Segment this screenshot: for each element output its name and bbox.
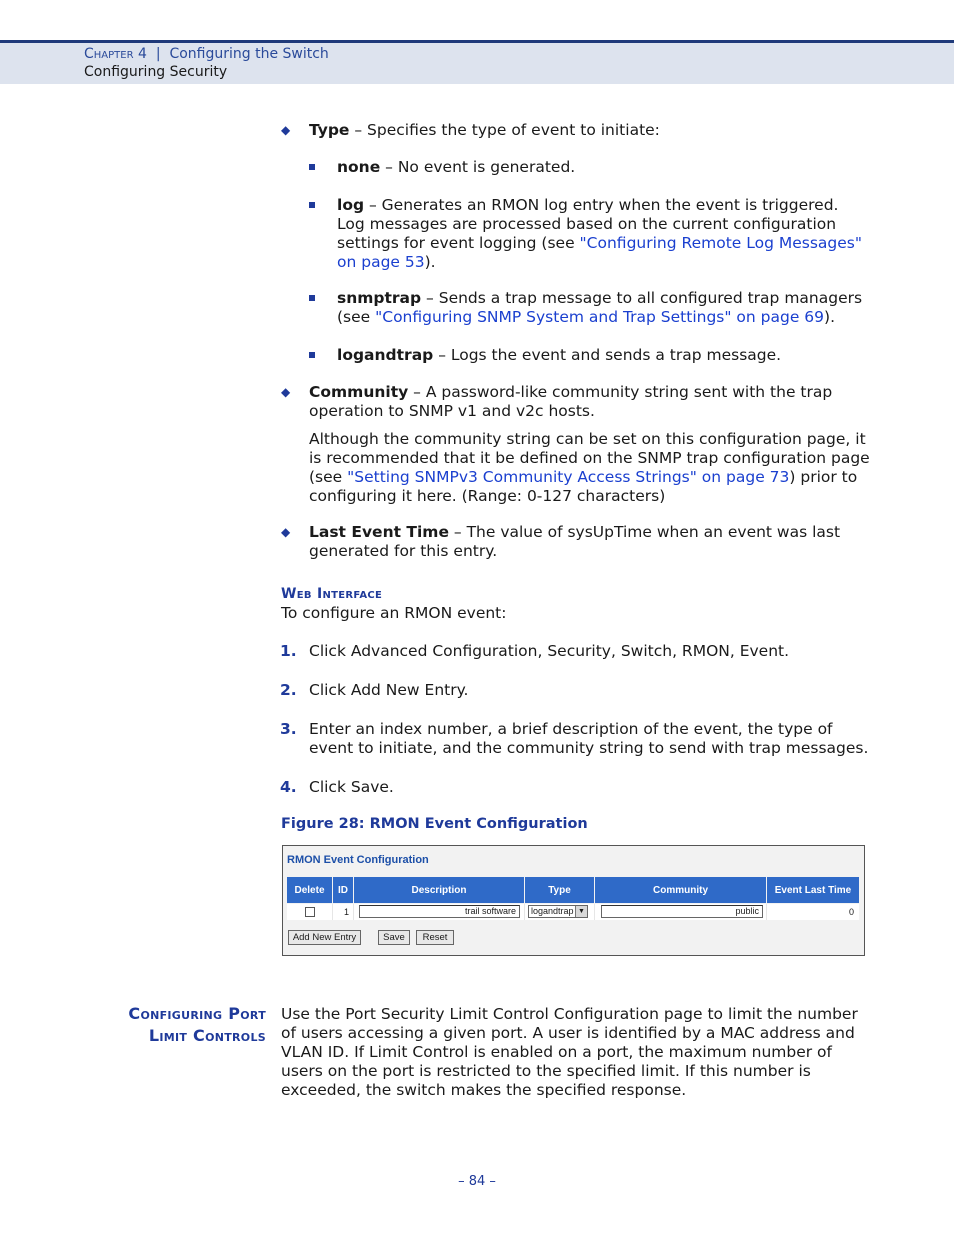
snmpv3-community-link[interactable]: "Setting SNMPv3 Community Access Strings" on page 73 <box>347 468 790 486</box>
save-button[interactable]: Save <box>378 930 410 945</box>
last-event-term: Last Event Time <box>309 523 449 541</box>
step-text-line1: Enter an index number, a brief description of the event, the type of <box>309 720 833 738</box>
option-logandtrap <box>337 346 781 365</box>
step-number: 1. <box>280 642 297 660</box>
step-number: 4. <box>280 778 297 796</box>
id-cell: 1 <box>333 904 354 920</box>
snmptrap-term: snmptrap <box>337 289 422 307</box>
chapter-title: Configuring the Switch <box>169 46 329 62</box>
section-title-line1: Configuring Port <box>128 1004 266 1023</box>
diamond-bullet-icon: ◆ <box>281 385 291 399</box>
community-item <box>309 383 832 421</box>
paragraph-line: users on the port is restricted to the specified limit. If this number is <box>281 1062 811 1080</box>
step-text <box>309 720 868 758</box>
remote-log-link[interactable]: "Configuring Remote Log Messages" <box>579 234 862 252</box>
option-log <box>337 196 862 272</box>
square-bullet-icon <box>309 295 315 301</box>
column-header-community: Community <box>595 877 767 903</box>
community-note-line3-post: ) prior to <box>789 468 858 486</box>
diamond-bullet-icon: ◆ <box>281 525 291 539</box>
web-interface-intro: To configure an RMON event: <box>281 604 507 622</box>
step-text: Click Advanced Configuration, Security, Switch, RMON, Event. <box>309 642 790 660</box>
step-number: 2. <box>280 681 297 699</box>
option-snmptrap <box>337 289 862 327</box>
community-cell <box>595 904 767 920</box>
remote-log-page-link[interactable]: on page 53 <box>337 253 425 271</box>
logandtrap-term: logandtrap <box>337 346 434 364</box>
type-select[interactable] <box>528 905 588 918</box>
type-item <box>309 121 660 140</box>
none-desc: – No event is generated. <box>380 158 576 176</box>
paragraph-line: exceeded, the switch makes the specified response. <box>281 1081 687 1099</box>
community-note-line2: is recommended that it be defined on the SNMP trap configuration page <box>309 449 870 467</box>
figure-title: RMON Event Configuration <box>287 854 429 866</box>
chapter-label: Chapter 4 <box>84 46 147 62</box>
step-text-line2: event to initiate, and the community string to send with trap messages. <box>309 739 869 757</box>
column-header-type: Type <box>525 877 595 903</box>
community-term: Community <box>309 383 409 401</box>
log-line2: Log messages are processed based on the current configuration <box>337 215 837 233</box>
snmptrap-line1: – Sends a trap message to all configured trap managers <box>421 289 863 307</box>
step-text: Click Add New Entry. <box>309 681 469 699</box>
community-line2: operation to SNMP v1 and v2c hosts. <box>309 402 595 420</box>
web-interface-heading: Web Interface <box>281 586 383 602</box>
square-bullet-icon <box>309 352 315 358</box>
reset-button[interactable]: Reset <box>416 930 454 945</box>
diamond-bullet-icon: ◆ <box>281 123 291 137</box>
paragraph-line: Use the Port Security Limit Control Configuration page to limit the number <box>281 1005 858 1023</box>
community-note-line4: configuring it here. (Range: 0-127 characters) <box>309 487 666 505</box>
snmptrap-line2-post: ). <box>824 308 836 326</box>
delete-cell <box>287 904 333 920</box>
chevron-down-icon[interactable]: ▼ <box>575 906 587 917</box>
snmp-trap-settings-link[interactable]: "Configuring SNMP System and Trap Settings" on page 69 <box>375 308 825 326</box>
figure-caption: Figure 28: RMON Event Configuration <box>281 816 588 832</box>
section-header: Configuring Security <box>84 64 228 80</box>
last-event-line2: generated for this entry. <box>309 542 498 560</box>
header-separator: | <box>155 46 161 62</box>
rmon-event-figure <box>282 845 865 956</box>
none-term: none <box>337 158 381 176</box>
add-new-entry-button[interactable]: Add New Entry <box>288 930 361 945</box>
log-line1: – Generates an RMON log entry when the event is triggered. <box>364 196 839 214</box>
option-none <box>337 158 575 177</box>
community-note-line1: Although the community string can be set on this configuration page, it <box>309 430 866 448</box>
chapter-header <box>84 46 329 62</box>
paragraph-line: VLAN ID. If Limit Control is enabled on a port, the maximum number of <box>281 1043 832 1061</box>
community-line1: – A password-like community string sent with the trap <box>408 383 833 401</box>
community-input[interactable]: public <box>601 905 763 918</box>
log-line3: settings for event logging (see <box>337 234 580 252</box>
step-text: Click Save. <box>309 778 394 796</box>
log-line4-post: ). <box>424 253 436 271</box>
log-term: log <box>337 196 365 214</box>
last-event-line1: – The value of sysUpTime when an event was last <box>448 523 841 541</box>
port-limit-paragraph <box>281 1005 858 1100</box>
delete-checkbox[interactable] <box>305 907 315 917</box>
description-cell <box>354 904 525 920</box>
paragraph-line: of users accessing a given port. A user is identified by a MAC address and <box>281 1024 855 1042</box>
page-number: – 84 – <box>458 1174 496 1189</box>
type-term: Type <box>309 121 350 139</box>
column-header-description: Description <box>354 877 525 903</box>
type-select-value: logandtrap <box>531 906 574 916</box>
type-desc: – Specifies the type of event to initiate: <box>349 121 660 139</box>
square-bullet-icon <box>309 202 315 208</box>
square-bullet-icon <box>309 164 315 170</box>
column-header-event-last-time: Event Last Time <box>767 877 859 903</box>
column-header-id: ID <box>333 877 354 903</box>
type-cell <box>525 904 595 920</box>
community-note <box>309 430 870 506</box>
last-event-item <box>309 523 840 561</box>
community-note-line3: (see <box>309 468 348 486</box>
snmptrap-line2: (see <box>337 308 376 326</box>
column-header-delete: Delete <box>287 877 333 903</box>
logandtrap-desc: – Logs the event and sends a trap message. <box>433 346 782 364</box>
description-input[interactable]: trail software <box>359 905 520 918</box>
step-number: 3. <box>280 720 297 738</box>
event-last-time-cell: 0 <box>767 904 859 920</box>
section-title-line2: Limit Controls <box>148 1026 266 1045</box>
